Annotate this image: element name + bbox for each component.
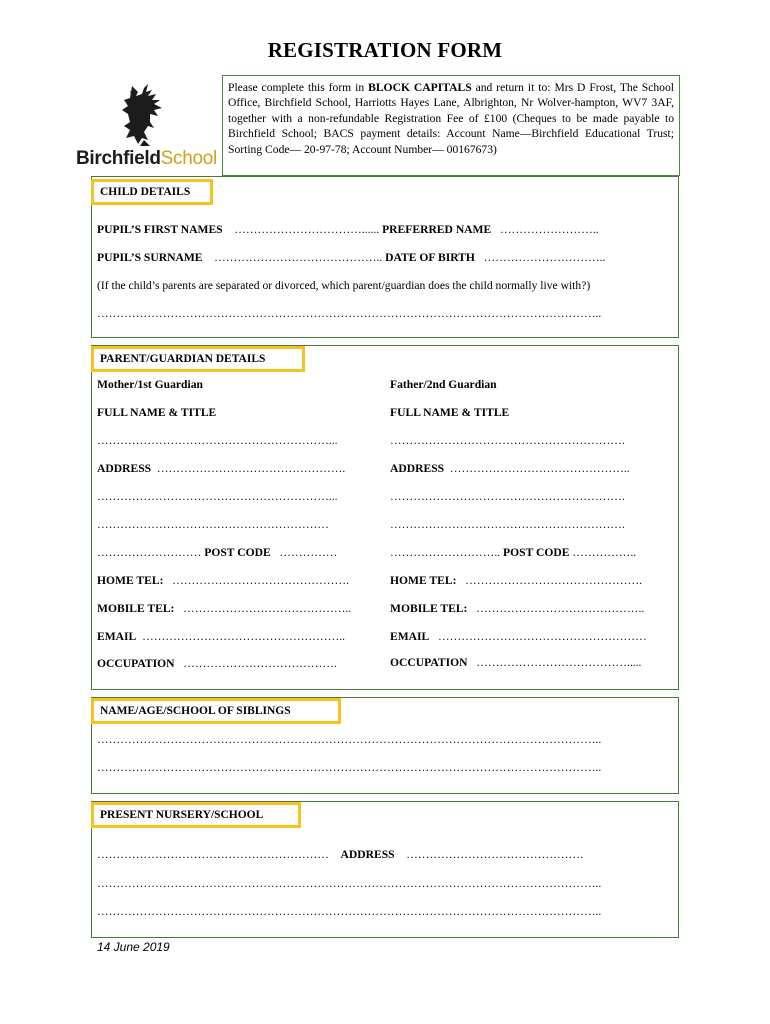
school-line-3[interactable]: ………………………………………………………………………………………………………………….. — [97, 905, 602, 918]
siblings-line-2[interactable]: ………………………………………………………………………………………………………………….. — [97, 761, 602, 774]
siblings-line-1[interactable]: ………………………………………………………………………………………………………………….. — [97, 733, 602, 746]
mother-email-field[interactable]: EMAIL …………………………………………….. — [97, 630, 345, 643]
father-mobile-field[interactable]: MOBILE TEL: …………………………………….. — [390, 602, 645, 615]
section-header-child: CHILD DETAILS — [91, 179, 213, 205]
section-header-siblings: NAME/AGE/SCHOOL OF SIBLINGS — [91, 698, 341, 724]
first-names-field[interactable]: PUPIL’S FIRST NAMES ……………………………...... PREFERRED NAME …………………….. — [97, 223, 599, 236]
mother-address-line3[interactable]: …………………………………………………… — [97, 518, 329, 531]
father-email-field[interactable]: EMAIL ……………………………………………… — [390, 630, 647, 643]
school-logo — [76, 82, 216, 174]
mother-address-line2[interactable]: ……………………………………………………... — [97, 490, 338, 503]
mother-fullname-label: FULL NAME & TITLE — [97, 406, 217, 419]
father-fullname-field[interactable]: ……………………………………………………. — [390, 434, 625, 447]
mother-occupation-field[interactable]: OCCUPATION …………………………………. — [97, 657, 337, 670]
father-address-line3[interactable]: ……………………………………………………. — [390, 518, 625, 531]
child-details-section — [91, 176, 679, 338]
father-postcode-field[interactable]: ……………………….. POST CODE …………….. — [390, 546, 637, 559]
instructions-box: Please complete this form in BLOCK CAPITALS and return it to: Mrs D Frost, The School Office, Birchfield School, Harriotts Hayes Lane, Albrighton, Nr Wolver-hampton, WV7 3AF, together with a non-refundable Registration Fee of £100 (Cheques to be made payable to Birchfield School; BACS payment details: Account Name—Birchfield Educational Trust; Sorting Code— 20-97-78; Account Number— 00167673) — [222, 75, 680, 176]
father-address-line2[interactable]: ……………………………………………………. — [390, 490, 625, 503]
surname-field[interactable]: PUPIL’S SURNAME …………………………………….. DATE OF BIRTH ………………………….. — [97, 251, 606, 264]
father-column-title: Father/2nd Guardian — [390, 378, 497, 391]
footer-date: 14 June 2019 — [97, 940, 170, 954]
griffin-crest-icon — [114, 82, 172, 148]
mother-address-field[interactable]: ADDRESS …………………………………………. — [97, 462, 346, 475]
school-line-2[interactable]: ………………………………………………………………………………………………………………….. — [97, 877, 602, 890]
parent-guardian-section — [91, 345, 679, 690]
father-address-field[interactable]: ADDRESS ……………………………………….. — [390, 462, 630, 475]
section-header-parents: PARENT/GUARDIAN DETAILS — [91, 346, 305, 372]
father-hometel-field[interactable]: HOME TEL: ………………………………………. — [390, 574, 642, 587]
siblings-section — [91, 697, 679, 794]
separated-question: (If the child’s parents are separated or divorced, which parent/guardian does the child normally live with?) — [97, 279, 591, 292]
mother-mobile-field[interactable]: MOBILE TEL: …………………………………….. — [97, 602, 352, 615]
page-title: REGISTRATION FORM — [267, 38, 503, 62]
school-name-field[interactable]: …………………………………………………… ADDRESS ………………………………………. — [97, 848, 583, 861]
father-fullname-label: FULL NAME & TITLE — [390, 406, 510, 419]
separated-answer-line[interactable]: ………………………………………………………………………………………………………………….. — [97, 307, 602, 320]
present-school-section — [91, 801, 679, 938]
mother-postcode-field[interactable]: ……………………… POST CODE …………… — [97, 546, 338, 559]
father-occupation-field[interactable]: OCCUPATION …………………………………..... — [390, 656, 642, 669]
mother-fullname-field[interactable]: ……………………………………………………... — [97, 434, 338, 447]
mother-column-title: Mother/1st Guardian — [97, 378, 203, 391]
section-header-school: PRESENT NURSERY/SCHOOL — [91, 802, 301, 828]
logo-wordmark: BirchfieldSchool — [76, 148, 217, 169]
mother-hometel-field[interactable]: HOME TEL: ………………………………………. — [97, 574, 349, 587]
